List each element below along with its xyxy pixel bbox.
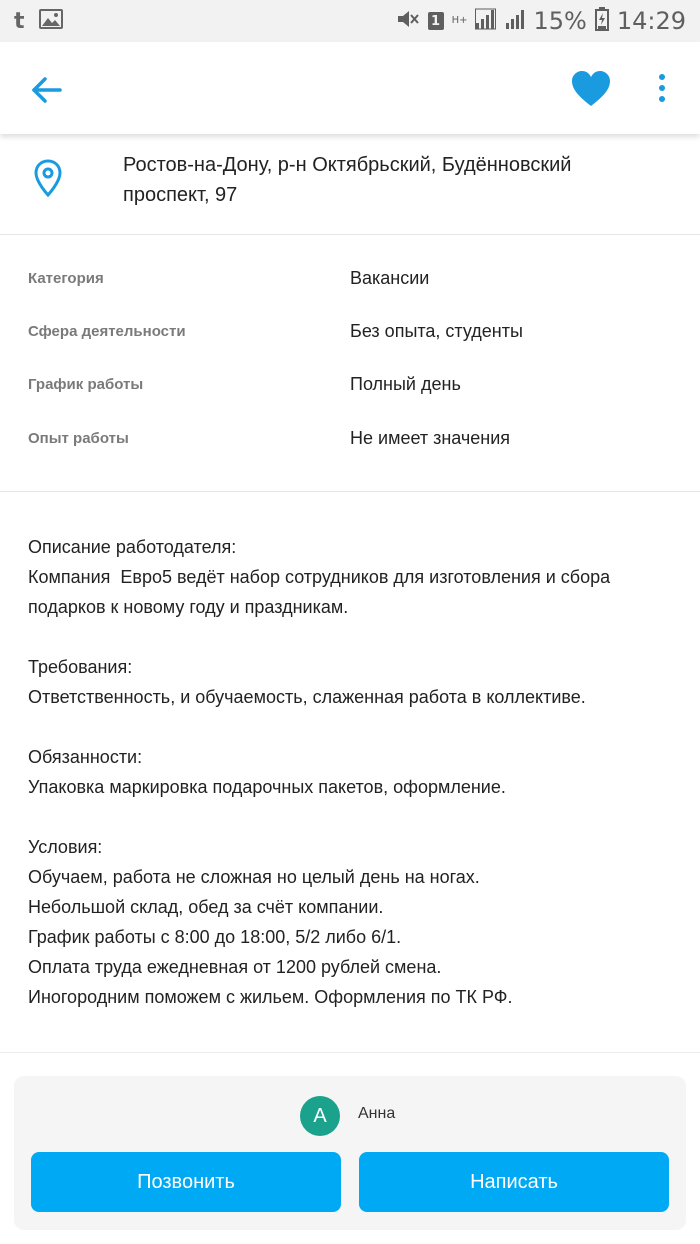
more-menu-button[interactable]: [650, 70, 674, 110]
heart-icon: [570, 69, 612, 109]
description-paragraph-requirements: [28, 652, 678, 712]
description-paragraph-employer: [28, 532, 678, 622]
description-line: Требования:: [28, 657, 133, 677]
description-line: Ответственность, и обучаемость, слаженная работа в коллективе.: [28, 687, 586, 707]
signal-icon-2: [505, 8, 525, 34]
network-type: H+: [451, 15, 468, 26]
param-label: Опыт работы: [28, 430, 129, 447]
param-label: График работы: [28, 376, 144, 393]
back-button[interactable]: [28, 70, 68, 110]
param-label: Сфера деятельности: [28, 323, 186, 340]
description-line: Обязанности:: [28, 747, 143, 767]
job-description: [28, 532, 678, 1012]
description-line: Описание работодателя:: [28, 537, 237, 557]
app-bar: [0, 42, 700, 134]
param-row-experience: [0, 422, 700, 452]
contact-name[interactable]: Анна: [358, 1105, 396, 1122]
address-line-2: проспект, 97: [123, 184, 238, 206]
avatar[interactable]: А: [300, 1096, 340, 1136]
contact-card: [14, 1076, 686, 1230]
description-line: подарков к новому году и праздникам.: [28, 597, 349, 617]
param-row-sphere: [0, 315, 700, 345]
description-line: Обучаем, работа не сложная но целый день на ногах.: [28, 867, 480, 887]
param-value: Без опыта, студенты: [350, 321, 523, 341]
param-value: Вакансии: [350, 268, 430, 288]
image-notification-icon: [39, 9, 63, 33]
tumblr-notification-icon: t: [14, 8, 25, 34]
param-value: Не имеет значения: [350, 428, 511, 448]
status-bar: [0, 0, 700, 42]
description-line: Компания Евро5 ведёт набор сотрудников для изготовления и сбора: [28, 567, 611, 587]
favorite-button[interactable]: [570, 69, 612, 109]
battery-icon: [595, 7, 609, 35]
back-arrow-icon: [28, 70, 68, 110]
param-value: Полный день: [350, 374, 461, 394]
description-paragraph-duties: [28, 742, 678, 802]
description-line: Упаковка маркировка подарочных пакетов, оформление.: [28, 777, 506, 797]
description-line: График работы с 8:00 до 18:00, 5/2 либо 6/1.: [28, 927, 402, 947]
param-row-schedule: [0, 368, 700, 398]
write-message-button[interactable]: Написать: [359, 1152, 669, 1212]
address-text: [123, 150, 663, 210]
location-pin-icon: [32, 158, 64, 198]
params-table: [0, 235, 700, 492]
sim-icon: 1: [428, 12, 444, 30]
description-paragraph-conditions: [28, 832, 678, 1012]
mute-icon: [396, 8, 420, 34]
param-row-category: [0, 262, 700, 292]
description-line: Небольшой склад, обед за счёт компании.: [28, 897, 384, 917]
description-line: Иногородним поможем с жильем. Оформления по ТК РФ.: [28, 987, 513, 1007]
param-label: Категория: [28, 270, 104, 287]
battery-percent: 15%: [533, 7, 587, 35]
call-button[interactable]: Позвонить: [31, 1152, 341, 1212]
more-vert-icon: [650, 70, 674, 110]
description-line: Оплата труда ежедневная от 1200 рублей смена.: [28, 957, 442, 977]
clock: 14:29: [616, 7, 686, 35]
divider: [0, 1052, 700, 1053]
description-line: Условия:: [28, 837, 103, 857]
signal-icon: [475, 8, 497, 34]
address-line-1: Ростов-на-Дону, р-н Октябрьский, Будённовский: [123, 154, 572, 176]
address-section[interactable]: [0, 134, 700, 235]
